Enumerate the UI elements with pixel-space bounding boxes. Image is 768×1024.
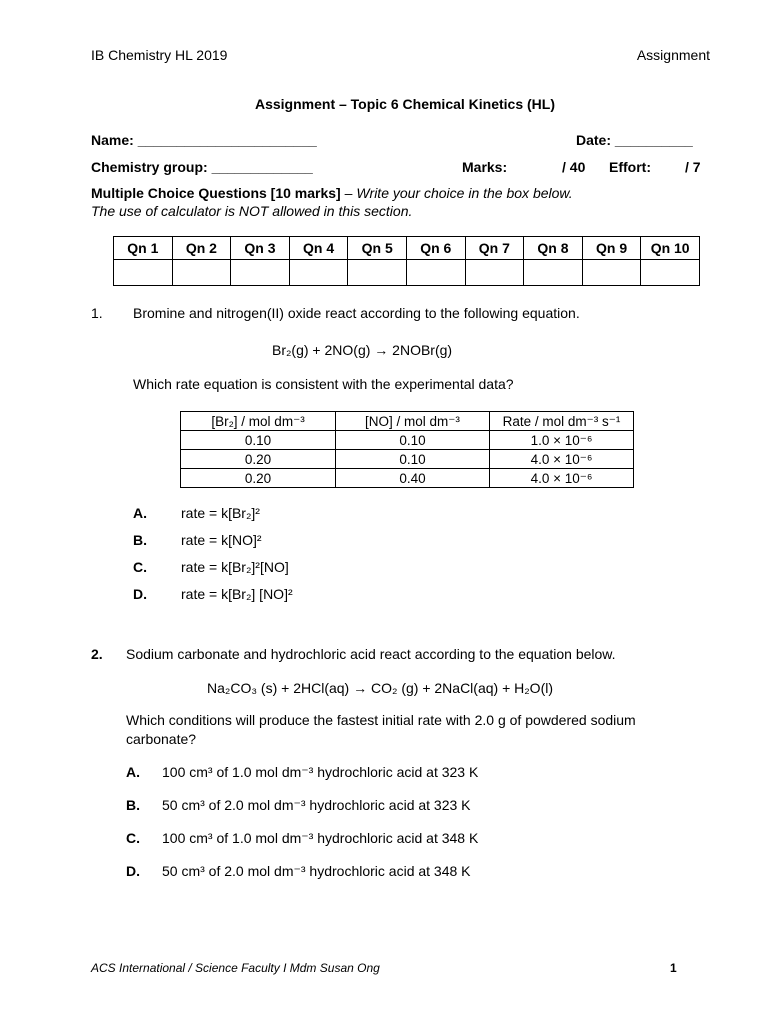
answer-col-header: Qn 8 bbox=[524, 237, 583, 260]
answer-box[interactable] bbox=[641, 260, 700, 286]
date-field bbox=[576, 132, 693, 148]
date-label: Date: bbox=[576, 132, 612, 148]
q2-option-letter: C. bbox=[126, 830, 140, 846]
group-field bbox=[91, 159, 313, 175]
q2-equation: Na₂CO₃ (s) + 2HCl(aq) → CO₂ (g) + 2NaCl(aq) + H₂O(l) bbox=[207, 680, 554, 696]
page-number: 1 bbox=[670, 961, 677, 975]
mcq-heading-line bbox=[91, 185, 573, 201]
mcq-instruction: Write your choice in the box below. bbox=[356, 185, 573, 201]
q2-option-letter: D. bbox=[126, 863, 140, 879]
q2-question-line2: carbonate? bbox=[126, 731, 197, 747]
q1-option-letter: B. bbox=[133, 532, 147, 548]
q1-cell: 0.20 bbox=[181, 469, 336, 488]
q1-option-letter: C. bbox=[133, 559, 147, 575]
answer-grid bbox=[113, 236, 700, 286]
q1-option-text: rate = k[Br₂]² bbox=[181, 505, 260, 521]
answer-box[interactable] bbox=[172, 260, 231, 286]
answer-grid-row bbox=[114, 260, 700, 286]
answer-col-header: Qn 3 bbox=[231, 237, 290, 260]
q1-question: Which rate equation is consistent with the experimental data? bbox=[133, 376, 514, 392]
q1-cell: 0.10 bbox=[336, 431, 490, 450]
marks-label: Marks: bbox=[462, 159, 508, 175]
header-type: Assignment bbox=[636, 47, 710, 63]
answer-col-header: Qn 4 bbox=[289, 237, 348, 260]
q1-table-row bbox=[181, 469, 634, 488]
q1-option-text: rate = k[Br₂]²[NO] bbox=[181, 559, 289, 575]
q2-question-line1: Which conditions will produce the fastest initial rate with 2.0 g of powdered sodium bbox=[126, 712, 636, 728]
q2-option-text: 100 cm³ of 1.0 mol dm⁻³ hydrochloric acid at 323 K bbox=[162, 764, 479, 780]
q1-header-br2: [Br₂] / mol dm⁻³ bbox=[181, 412, 336, 431]
answer-col-header: Qn 9 bbox=[582, 237, 641, 260]
page-title: Assignment – Topic 6 Chemical Kinetics (HL) bbox=[254, 96, 556, 112]
answer-box[interactable] bbox=[406, 260, 465, 286]
answer-col-header: Qn 2 bbox=[172, 237, 231, 260]
footer-credit: ACS International / Science Faculty I Mdm Susan Ong bbox=[91, 961, 380, 975]
q1-header-no: [NO] / mol dm⁻³ bbox=[336, 412, 490, 431]
marks-value: / 40 bbox=[562, 159, 586, 175]
q1-cell: 0.10 bbox=[336, 450, 490, 469]
date-line: __________ bbox=[614, 132, 693, 148]
q1-header-rate: Rate / mol dm⁻³ s⁻¹ bbox=[490, 412, 634, 431]
q1-table-row bbox=[181, 450, 634, 469]
answer-box[interactable] bbox=[289, 260, 348, 286]
name-field bbox=[91, 132, 317, 148]
header-course: IB Chemistry HL 2019 bbox=[91, 47, 228, 63]
q2-text: Sodium carbonate and hydrochloric acid react according to the equation below. bbox=[126, 646, 616, 662]
answer-box[interactable] bbox=[348, 260, 407, 286]
effort-label: Effort: bbox=[609, 159, 651, 175]
answer-box[interactable] bbox=[582, 260, 641, 286]
effort-value: / 7 bbox=[685, 159, 701, 175]
q1-cell: 4.0 × 10⁻⁶ bbox=[490, 450, 634, 469]
q2-option-text: 100 cm³ of 1.0 mol dm⁻³ hydrochloric acid at 348 K bbox=[162, 830, 479, 846]
q1-cell: 4.0 × 10⁻⁶ bbox=[490, 469, 634, 488]
q1-option-letter: A. bbox=[133, 505, 147, 521]
mcq-dash: – bbox=[340, 185, 357, 201]
answer-col-header: Qn 6 bbox=[406, 237, 465, 260]
answer-box[interactable] bbox=[231, 260, 290, 286]
q1-cell: 0.40 bbox=[336, 469, 490, 488]
name-line: _______________________ bbox=[137, 132, 317, 148]
answer-col-header: Qn 10 bbox=[641, 237, 700, 260]
q1-table-header bbox=[181, 412, 634, 431]
group-label: Chemistry group: bbox=[91, 159, 208, 175]
q1-option-text: rate = k[NO]² bbox=[181, 532, 262, 548]
answer-box[interactable] bbox=[524, 260, 583, 286]
answer-grid-header bbox=[114, 237, 700, 260]
group-line: _____________ bbox=[211, 159, 313, 175]
q1-option-letter: D. bbox=[133, 586, 147, 602]
answer-col-header: Qn 1 bbox=[114, 237, 173, 260]
q1-cell: 0.20 bbox=[181, 450, 336, 469]
q1-cell: 0.10 bbox=[181, 431, 336, 450]
q2-number: 2. bbox=[91, 646, 103, 662]
name-label: Name: bbox=[91, 132, 134, 148]
q2-option-letter: A. bbox=[126, 764, 140, 780]
mcq-heading: Multiple Choice Questions [10 marks] bbox=[91, 185, 341, 201]
mcq-note: The use of calculator is NOT allowed in this section. bbox=[91, 203, 413, 219]
q1-cell: 1.0 × 10⁻⁶ bbox=[490, 431, 634, 450]
answer-box[interactable] bbox=[465, 260, 524, 286]
q1-equation: Br₂(g) + 2NO(g) → 2NOBr(g) bbox=[272, 342, 453, 358]
q2-option-letter: B. bbox=[126, 797, 140, 813]
answer-col-header: Qn 7 bbox=[465, 237, 524, 260]
q1-table-row bbox=[181, 431, 634, 450]
q1-text: Bromine and nitrogen(II) oxide react according to the following equation. bbox=[133, 305, 580, 321]
q2-option-text: 50 cm³ of 2.0 mol dm⁻³ hydrochloric acid at 323 K bbox=[162, 797, 471, 813]
q1-data-table bbox=[180, 411, 634, 488]
q1-number: 1. bbox=[91, 305, 103, 321]
q1-option-text: rate = k[Br₂] [NO]² bbox=[181, 586, 293, 602]
answer-col-header: Qn 5 bbox=[348, 237, 407, 260]
q2-option-text: 50 cm³ of 2.0 mol dm⁻³ hydrochloric acid at 348 K bbox=[162, 863, 471, 879]
answer-box[interactable] bbox=[114, 260, 173, 286]
